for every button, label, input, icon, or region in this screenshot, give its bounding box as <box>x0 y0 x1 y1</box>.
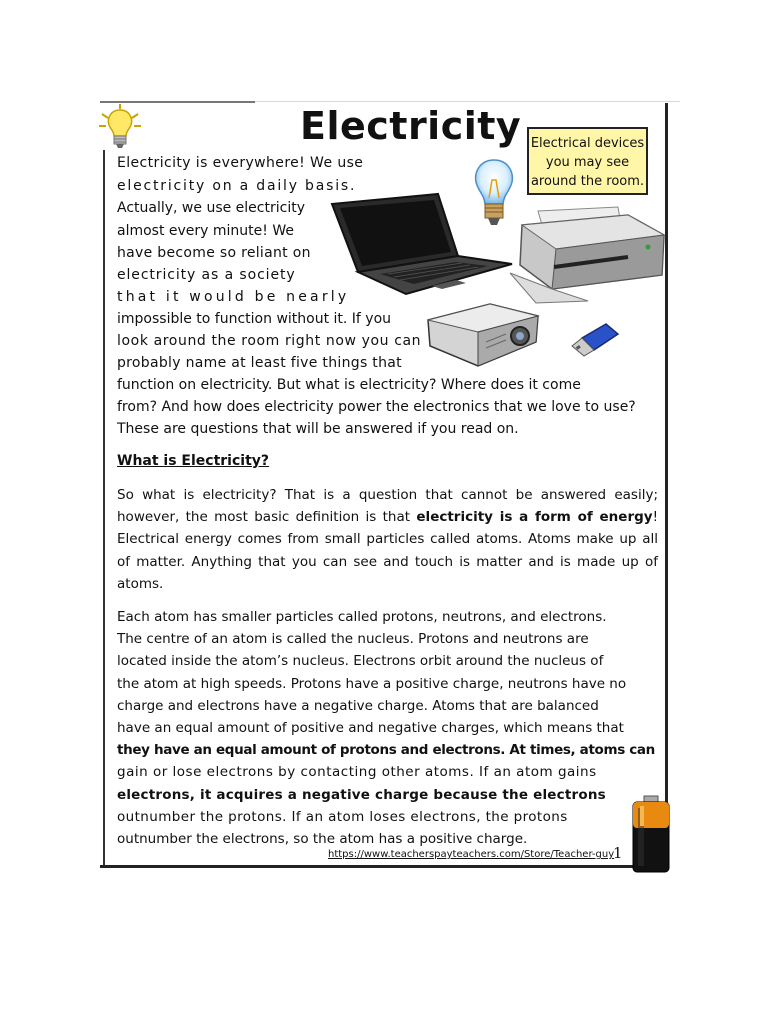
para-line: located inside the atom’s nucleus. Electrons orbit around the nucleus of <box>117 653 604 670</box>
devices-callout <box>527 127 648 195</box>
para-line: charge and electrons have a negative charge. Atoms that are balanced <box>117 697 599 714</box>
para-line: the atom at high speeds. Protons have a positive charge, neutrons have no <box>117 675 627 692</box>
intro-line: Actually, we use electricity <box>117 200 305 216</box>
intro-line: These are questions that will be answered if you read on. <box>117 421 519 437</box>
para-line: The centre of an atom is called the nucleus. Protons and neutrons are <box>117 631 589 648</box>
intro-line: electricity as a society <box>117 267 296 283</box>
intro-line: function on electricity. But what is electricity? Where does it come <box>117 377 581 393</box>
intro-line: from? And how does electricity power the electronics that we love to use? <box>117 399 636 415</box>
para-line: gain or lose electrons by contacting other atoms. If an atom gains <box>117 764 597 781</box>
para-line: outnumber the protons. If an atom loses electrons, the protons <box>117 808 568 825</box>
projector-illustration <box>426 302 540 370</box>
callout-line: you may see <box>545 155 630 170</box>
intro-line: electricity on a daily basis. <box>117 178 357 194</box>
para-bold-text: electricity is a form of energy <box>416 509 653 526</box>
intro-line: probably name at least five things that <box>117 355 402 371</box>
page-number: 1 <box>613 844 623 862</box>
bottom-border <box>100 865 668 868</box>
paragraph-atoms <box>117 606 658 850</box>
page-title: Electricity <box>300 104 522 148</box>
para-line: outnumber the electrons, so the atom has a positive charge. <box>117 831 528 848</box>
para-text: ! Electrical energy comes from small particles called atoms. Atoms make up all of matter. Anything that you can see and touch is matter and is made up of atoms. <box>117 509 658 592</box>
callout-line: Electrical devices <box>530 136 645 151</box>
usb-stick-illustration <box>570 320 622 358</box>
intro-line: Electricity is everywhere! We use <box>117 155 364 171</box>
printer-illustration <box>508 205 668 305</box>
laptop-illustration <box>328 192 514 296</box>
para-line: Each atom has smaller particles called protons, neutrons, and electrons. <box>117 609 607 625</box>
footer-link[interactable]: https://www.teacherspayteachers.com/Store/Teacher-guy <box>328 849 615 860</box>
intro-line: almost every minute! We <box>117 223 294 239</box>
para-line: have an equal amount of positive and negative charges, which means that <box>117 720 624 737</box>
intro-line: impossible to function without it. If you <box>117 311 392 327</box>
para-line: electrons, it acquires a negative charge because the electrons <box>117 786 606 803</box>
lightbulb-icon <box>96 102 144 152</box>
para-line: they have an equal amount of protons and electrons. At times, atoms can <box>117 742 655 759</box>
section-heading: What is Electricity? <box>117 453 270 469</box>
callout-line: around the room. <box>530 174 645 189</box>
para-text: So what is electricity? That is a question that cannot be answered easily; however, the most basic definition is that <box>117 487 658 526</box>
paragraph-definition <box>117 484 658 595</box>
intro-line: have become so reliant on <box>117 245 311 261</box>
intro-line: look around the room right now you can <box>117 333 422 349</box>
left-border <box>103 150 105 868</box>
intro-line: that it would be nearly <box>117 289 350 305</box>
